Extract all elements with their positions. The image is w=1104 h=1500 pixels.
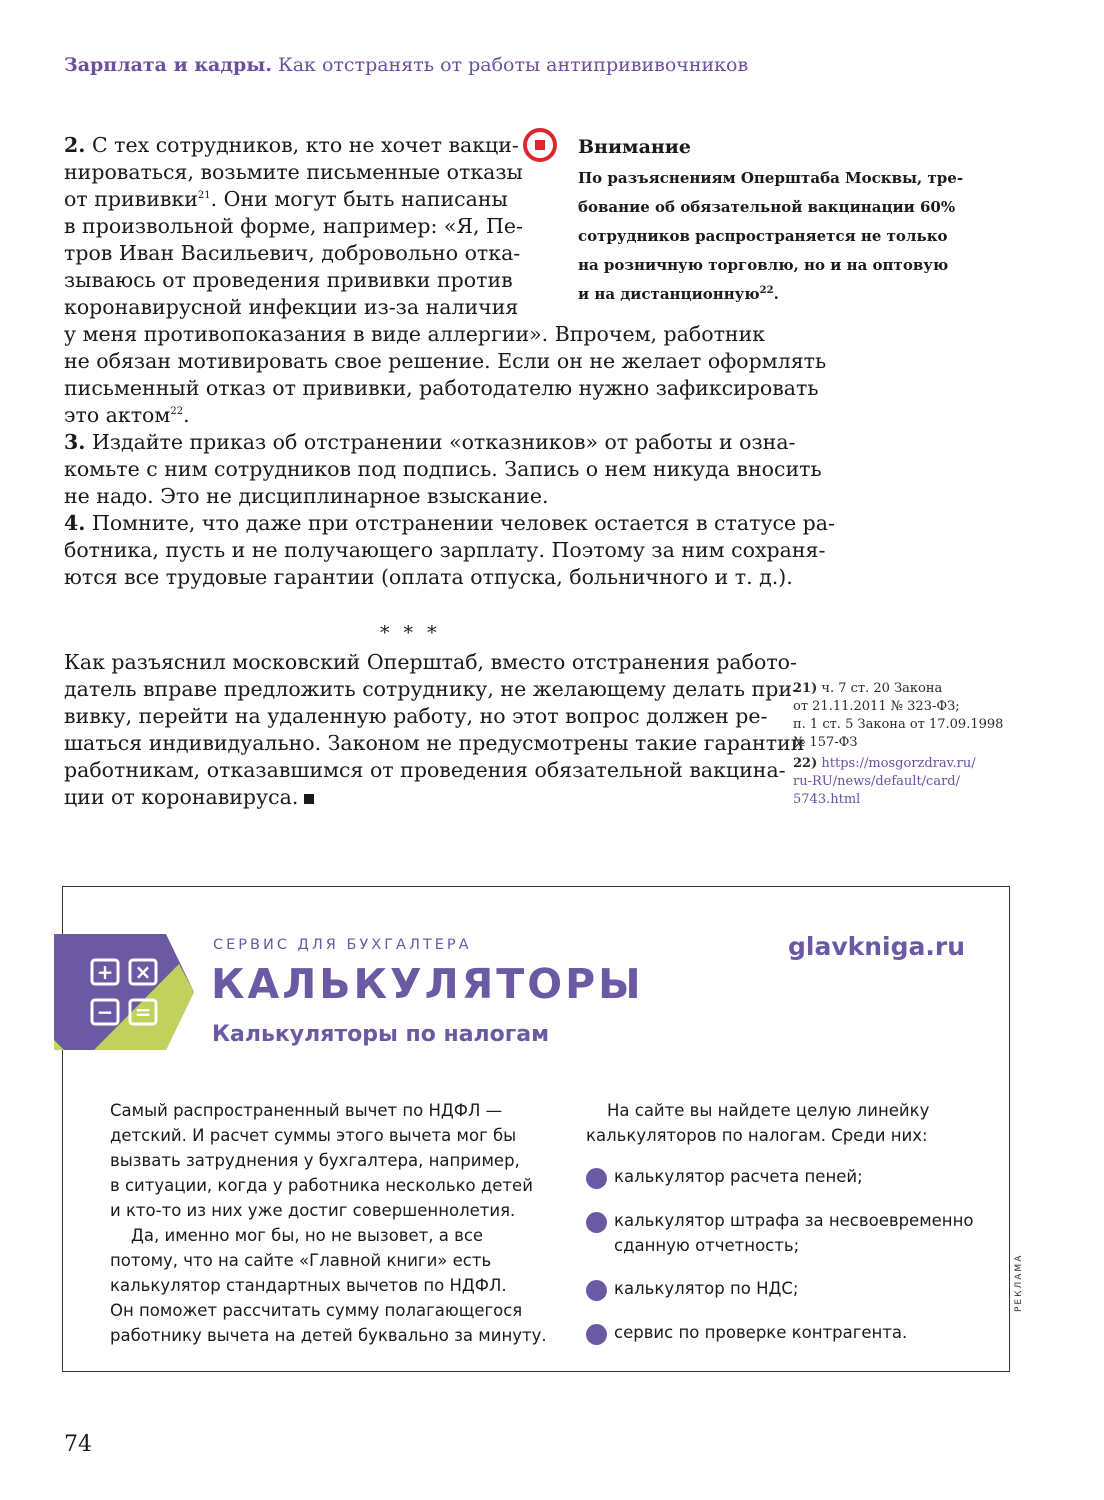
end-mark: [304, 794, 314, 804]
text-line: это актом$^{22}$.: [64, 403, 190, 427]
ad-left-text: Самый распространенный вычет по НДФЛ — детский. И расчет суммы этого вычета мог бы вызвать затруднения у бухгалтера, например, в ситуации, когда у работника несколько детей и кто-то из них уже достиг совершеннолетия. Да, именно мог бы, но не вызовет, а все потому, что на сайте «Главной книги» есть калькулятор стандартных вычетов по НДФЛ. Он поможет рассчитать сумму полагающегося работнику вычета на детей буквально за минуту.: [110, 1101, 547, 1345]
footnote-ref: 22: [759, 285, 774, 296]
text-line: ции от коронавируса.: [64, 784, 740, 811]
text-line: работникам, отказавшимся от проведения обязательной вакцина-: [64, 758, 786, 782]
running-header: [64, 54, 1044, 76]
text-line: 4. Помните, что даже при отстранении человек остается в статусе ра-: [64, 511, 835, 535]
bullet-icon: [586, 1168, 607, 1189]
footnote-link[interactable]: 5743.html: [793, 792, 861, 807]
text-line: от прививки$^{21}$. Они могут быть написаны: [64, 187, 508, 211]
footnote-ref: 22: [170, 406, 184, 418]
ad-title: КАЛЬКУЛЯТОРЫ: [211, 960, 644, 1008]
footnote-21: 21) ч. 7 ст. 20 Закона: [793, 681, 943, 696]
paragraph-2: [64, 132, 523, 321]
minus-icon: −: [96, 1000, 114, 1024]
attention-icon: [523, 128, 557, 162]
item-number: 3.: [64, 430, 86, 454]
text-line: тров Иван Васильевич, добровольно отка-: [64, 241, 521, 265]
attention-title: Внимание: [578, 136, 691, 158]
section-separator: * * *: [380, 622, 441, 644]
text-line: в произвольной форме, например: «Я, Пе-: [64, 214, 523, 238]
text-line: Как разъяснил московский Оперштаб, вместо отстранения работо-: [64, 650, 797, 674]
text-line: вивку, перейти на удаленную работу, но этот вопрос должен ре-: [64, 704, 768, 728]
equals-icon: =: [134, 1000, 152, 1024]
bullet-icon: [586, 1280, 607, 1301]
text-line: коронавирусной инфекции из-за наличия: [64, 295, 519, 319]
ad-site-link[interactable]: glavkniga.ru: [788, 932, 966, 961]
footnote-link[interactable]: https://mosgorzdrav.ru/: [821, 756, 976, 771]
text-line: письменный отказ от прививки, работодателю нужно зафиксировать: [64, 376, 819, 400]
text-line: не надо. Это не дисциплинарное взыскание.: [64, 484, 549, 508]
footnote-ref: 21: [197, 190, 211, 202]
page-number: 74: [64, 1432, 92, 1457]
ad-label: РЕКЛАМА: [1014, 1253, 1024, 1312]
text-line: комьте с ним сотрудников под подпись. Запись о нем никуда вносить: [64, 457, 822, 481]
text-line: 2. С тех сотрудников, кто не хочет вакци-: [64, 133, 519, 157]
bullet-icon: [586, 1212, 607, 1233]
header-title: Как отстранять от работы антипрививочников: [278, 54, 749, 76]
calculator-icon: [54, 934, 194, 1050]
text-line: шаться индивидуально. Законом не предусмотрены такие гарантии: [64, 731, 805, 755]
item-number: 4.: [64, 511, 86, 535]
text-line: 3. Издайте приказ об отстранении «отказников» от работы и озна-: [64, 430, 796, 454]
attention-text: По разъяснениям Оперштаба Москвы, тре- бование об обязательной вакцинации 60% сотрудников распространяется не только на розничную торговлю, но и на оптовую и на дистанционную$^{22}$.: [578, 169, 964, 303]
text-line: датель вправе предложить сотруднику, не желающему делать при-: [64, 677, 799, 701]
section-name: Зарплата и кадры.: [64, 54, 272, 76]
plus-icon: +: [96, 960, 114, 984]
text-line: у меня противопоказания в виде аллергии». Впрочем, работник: [64, 322, 766, 346]
text-line: нироваться, возьмите письменные отказы: [64, 160, 523, 184]
footnotes: 21) ч. 7 ст. 20 Закона от 21.11.2011 № 323-ФЗ; п. 1 ст. 5 Закона от 17.09.1998 № 157-ФЗ 22) https://mosgorzdrav.ru/ ru-RU/news/default/card/ 5743.html: [793, 681, 1004, 807]
item-number: 2.: [64, 133, 86, 157]
multiply-icon: ×: [134, 960, 152, 984]
footnote-link[interactable]: ru-RU/news/default/card/: [793, 774, 961, 789]
text-line: не обязан мотивировать свое решение. Если он не желает оформлять: [64, 349, 827, 373]
footnote-22: 22) https://mosgorzdrav.ru/: [793, 756, 976, 771]
text-line: зываюсь от проведения прививки против: [64, 268, 513, 292]
ad-right-intro: На сайте вы найдете целую линейку калькуляторов по налогам. Среди них:: [586, 1101, 930, 1145]
ad-kicker: СЕРВИС ДЛЯ БУХГАЛТЕРА: [213, 937, 472, 953]
bullet-icon: [586, 1324, 607, 1345]
text-line: ются все трудовые гарантии (оплата отпуска, больничного и т. д.).: [64, 565, 793, 589]
ad-subtitle: Калькуляторы по налогам: [212, 1022, 550, 1047]
final-paragraph: [64, 649, 805, 811]
paragraphs-wide: [64, 321, 835, 591]
text-line: ботника, пусть и не получающего зарплату. Поэтому за ним сохраня-: [64, 538, 826, 562]
